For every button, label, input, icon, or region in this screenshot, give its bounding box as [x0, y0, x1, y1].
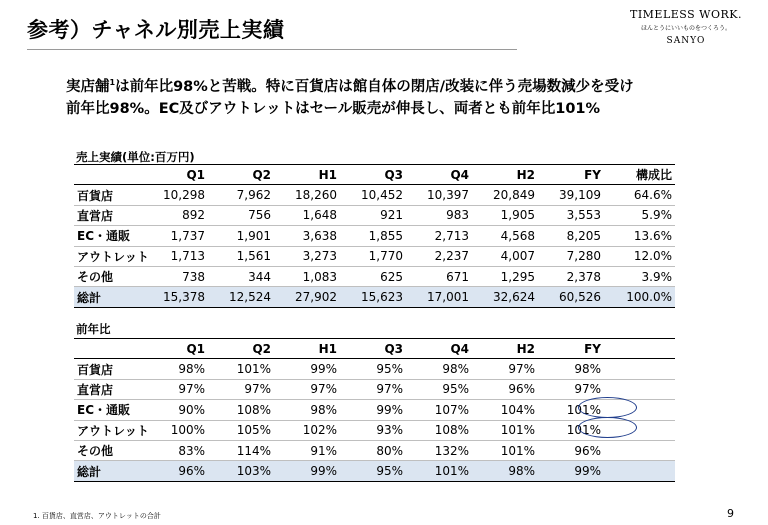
table-cell: 625 — [340, 266, 406, 286]
table-cell: Q4 — [406, 165, 472, 185]
table-cell: 101% — [472, 420, 538, 440]
table-cell: 15,623 — [340, 287, 406, 307]
table-cell: 97% — [152, 379, 208, 399]
table-cell: 95% — [340, 359, 406, 379]
table-cell: 3.9% — [604, 266, 675, 286]
table-cell: H2 — [472, 165, 538, 185]
sales-table-title: 売上実績(単位:百万円) — [76, 150, 195, 164]
table-cell: Q2 — [208, 165, 274, 185]
table-cell: 1,770 — [340, 246, 406, 266]
table-row — [74, 266, 675, 286]
table-cell: 98% — [406, 359, 472, 379]
table-cell: 756 — [208, 205, 274, 225]
table-cell: 1,905 — [472, 205, 538, 225]
table-cell: 4,007 — [472, 246, 538, 266]
table-cell: 108% — [406, 420, 472, 440]
table-cell: 5.9% — [604, 205, 675, 225]
table-cell: 101% — [538, 400, 604, 420]
table-cell — [604, 461, 675, 481]
table-cell: 83% — [152, 440, 208, 460]
table-cell: 97% — [538, 379, 604, 399]
table-cell: 3,273 — [274, 246, 340, 266]
table-cell: 104% — [472, 400, 538, 420]
table-cell: 8,205 — [538, 226, 604, 246]
headline — [66, 72, 746, 120]
table-header-row — [74, 165, 675, 185]
table-cell: 97% — [472, 359, 538, 379]
table-cell: 17,001 — [406, 287, 472, 307]
table-cell: 98% — [152, 359, 208, 379]
table-row — [74, 205, 675, 225]
table-cell: 97% — [274, 379, 340, 399]
table-cell: 10,298 — [152, 185, 208, 205]
table-cell: 101% — [208, 359, 274, 379]
table-cell: 95% — [340, 461, 406, 481]
page-number: 9 — [727, 507, 734, 520]
row-label: EC・通販 — [74, 400, 152, 420]
table-cell: 108% — [208, 400, 274, 420]
table-total-row — [74, 461, 675, 481]
table-cell: 80% — [340, 440, 406, 460]
table-cell — [604, 440, 675, 460]
table-cell: 100.0% — [604, 287, 675, 307]
table-cell: 1,737 — [152, 226, 208, 246]
table-cell: 97% — [340, 379, 406, 399]
table-row — [74, 440, 675, 460]
table-cell: 10,452 — [340, 185, 406, 205]
table-cell: 99% — [274, 359, 340, 379]
table-cell: 98% — [274, 400, 340, 420]
row-label: 総計 — [74, 461, 152, 481]
yoy-table-title: 前年比 — [76, 322, 111, 336]
table-cell: Q1 — [152, 339, 208, 359]
row-label: EC・通販 — [74, 226, 152, 246]
table-cell: 101% — [406, 461, 472, 481]
row-label: 直営店 — [74, 205, 152, 225]
table-cell: 983 — [406, 205, 472, 225]
table-cell: 96% — [472, 379, 538, 399]
table-cell: 738 — [152, 266, 208, 286]
table-cell: 101% — [472, 440, 538, 460]
table-cell: Q3 — [340, 339, 406, 359]
table-cell: 構成比 — [604, 165, 675, 185]
table-cell: 32,624 — [472, 287, 538, 307]
highlight-circle-ec — [578, 397, 637, 418]
table-cell: 100% — [152, 420, 208, 440]
table-header-row — [74, 339, 675, 359]
table-cell: H1 — [274, 339, 340, 359]
table-cell: 13.6% — [604, 226, 675, 246]
table-cell: 99% — [340, 400, 406, 420]
row-label: その他 — [74, 440, 152, 460]
headline-text: は前年比98%と苦戦。特に百貨店は館自体の閉店/改装に伴う売場数減少を受け — [115, 78, 634, 95]
highlight-circle-outlet — [578, 417, 637, 438]
table-cell: H2 — [472, 339, 538, 359]
table-cell: 921 — [340, 205, 406, 225]
table-cell: 103% — [208, 461, 274, 481]
table-cell: 98% — [472, 461, 538, 481]
table-cell: 105% — [208, 420, 274, 440]
table-cell: 99% — [538, 461, 604, 481]
table-cell: 7,962 — [208, 185, 274, 205]
title-underline — [27, 49, 517, 50]
brand-name: TIMELESS WORK. — [629, 8, 742, 21]
table-row — [74, 379, 675, 399]
table-cell: 344 — [208, 266, 274, 286]
row-label — [74, 339, 152, 359]
table-cell: 101% — [538, 420, 604, 440]
table-cell: 892 — [152, 205, 208, 225]
table-cell: 15,378 — [152, 287, 208, 307]
page-title: 参考）チャネル別売上実績 — [27, 18, 285, 42]
row-label: アウトレット — [74, 246, 152, 266]
table-cell: 90% — [152, 400, 208, 420]
table-cell: H1 — [274, 165, 340, 185]
table-cell: 20,849 — [472, 185, 538, 205]
table-cell: 96% — [152, 461, 208, 481]
table-cell: Q2 — [208, 339, 274, 359]
row-label: 直営店 — [74, 379, 152, 399]
table-cell: 7,280 — [538, 246, 604, 266]
table-cell: 1,295 — [472, 266, 538, 286]
table-cell: 1,561 — [208, 246, 274, 266]
table-cell: 64.6% — [604, 185, 675, 205]
footnote: 1. 百貨店、直営店、アウトレットの合計 — [33, 512, 161, 520]
footnote-marker: 1 — [109, 78, 116, 87]
table-cell: 91% — [274, 440, 340, 460]
row-label: 百貨店 — [74, 185, 152, 205]
table-cell: 1,901 — [208, 226, 274, 246]
table-cell: 39,109 — [538, 185, 604, 205]
table-cell: 102% — [274, 420, 340, 440]
row-label: 百貨店 — [74, 359, 152, 379]
table-cell: Q3 — [340, 165, 406, 185]
table-cell: 4,568 — [472, 226, 538, 246]
table-cell: 98% — [538, 359, 604, 379]
table-cell: 96% — [538, 440, 604, 460]
table-cell: 12,524 — [208, 287, 274, 307]
table-cell: 1,648 — [274, 205, 340, 225]
table-cell: 97% — [208, 379, 274, 399]
table-row — [74, 185, 675, 205]
table-row — [74, 226, 675, 246]
table-cell: 27,902 — [274, 287, 340, 307]
table-cell: 671 — [406, 266, 472, 286]
row-label: その他 — [74, 266, 152, 286]
table-cell: 95% — [406, 379, 472, 399]
company-logo: SANYO — [666, 36, 706, 46]
row-label: アウトレット — [74, 420, 152, 440]
table-cell: Q1 — [152, 165, 208, 185]
table-cell: FY — [538, 339, 604, 359]
table-cell: 18,260 — [274, 185, 340, 205]
table-total-row — [74, 287, 675, 307]
headline-term: 実店舗 — [66, 78, 110, 95]
table-cell: 99% — [274, 461, 340, 481]
brand-logo — [630, 8, 742, 46]
table-cell: 60,526 — [538, 287, 604, 307]
table-cell: 2,713 — [406, 226, 472, 246]
table-cell: 3,638 — [274, 226, 340, 246]
table-cell: Q4 — [406, 339, 472, 359]
sales-table — [74, 164, 675, 308]
headline-line-1 — [66, 72, 746, 98]
table-cell: 12.0% — [604, 246, 675, 266]
table-cell: 1,713 — [152, 246, 208, 266]
table-row — [74, 359, 675, 379]
row-label: 総計 — [74, 287, 152, 307]
table-cell — [604, 339, 675, 359]
row-label — [74, 165, 152, 185]
table-cell — [604, 359, 675, 379]
table-cell: 1,855 — [340, 226, 406, 246]
table-cell: FY — [538, 165, 604, 185]
table-cell: 3,553 — [538, 205, 604, 225]
table-cell: 114% — [208, 440, 274, 460]
table-cell: 93% — [340, 420, 406, 440]
table-cell: 10,397 — [406, 185, 472, 205]
table-cell: 1,083 — [274, 266, 340, 286]
headline-line-2: 前年比98%。EC及びアウトレットはセール販売が伸長し、両者とも前年比101% — [66, 100, 601, 117]
table-cell: 132% — [406, 440, 472, 460]
table-cell: 107% — [406, 400, 472, 420]
table-row — [74, 246, 675, 266]
table-cell: 2,378 — [538, 266, 604, 286]
brand-tagline: ほんとうにいいものをつくろう。 — [640, 25, 731, 32]
table-cell: 2,237 — [406, 246, 472, 266]
